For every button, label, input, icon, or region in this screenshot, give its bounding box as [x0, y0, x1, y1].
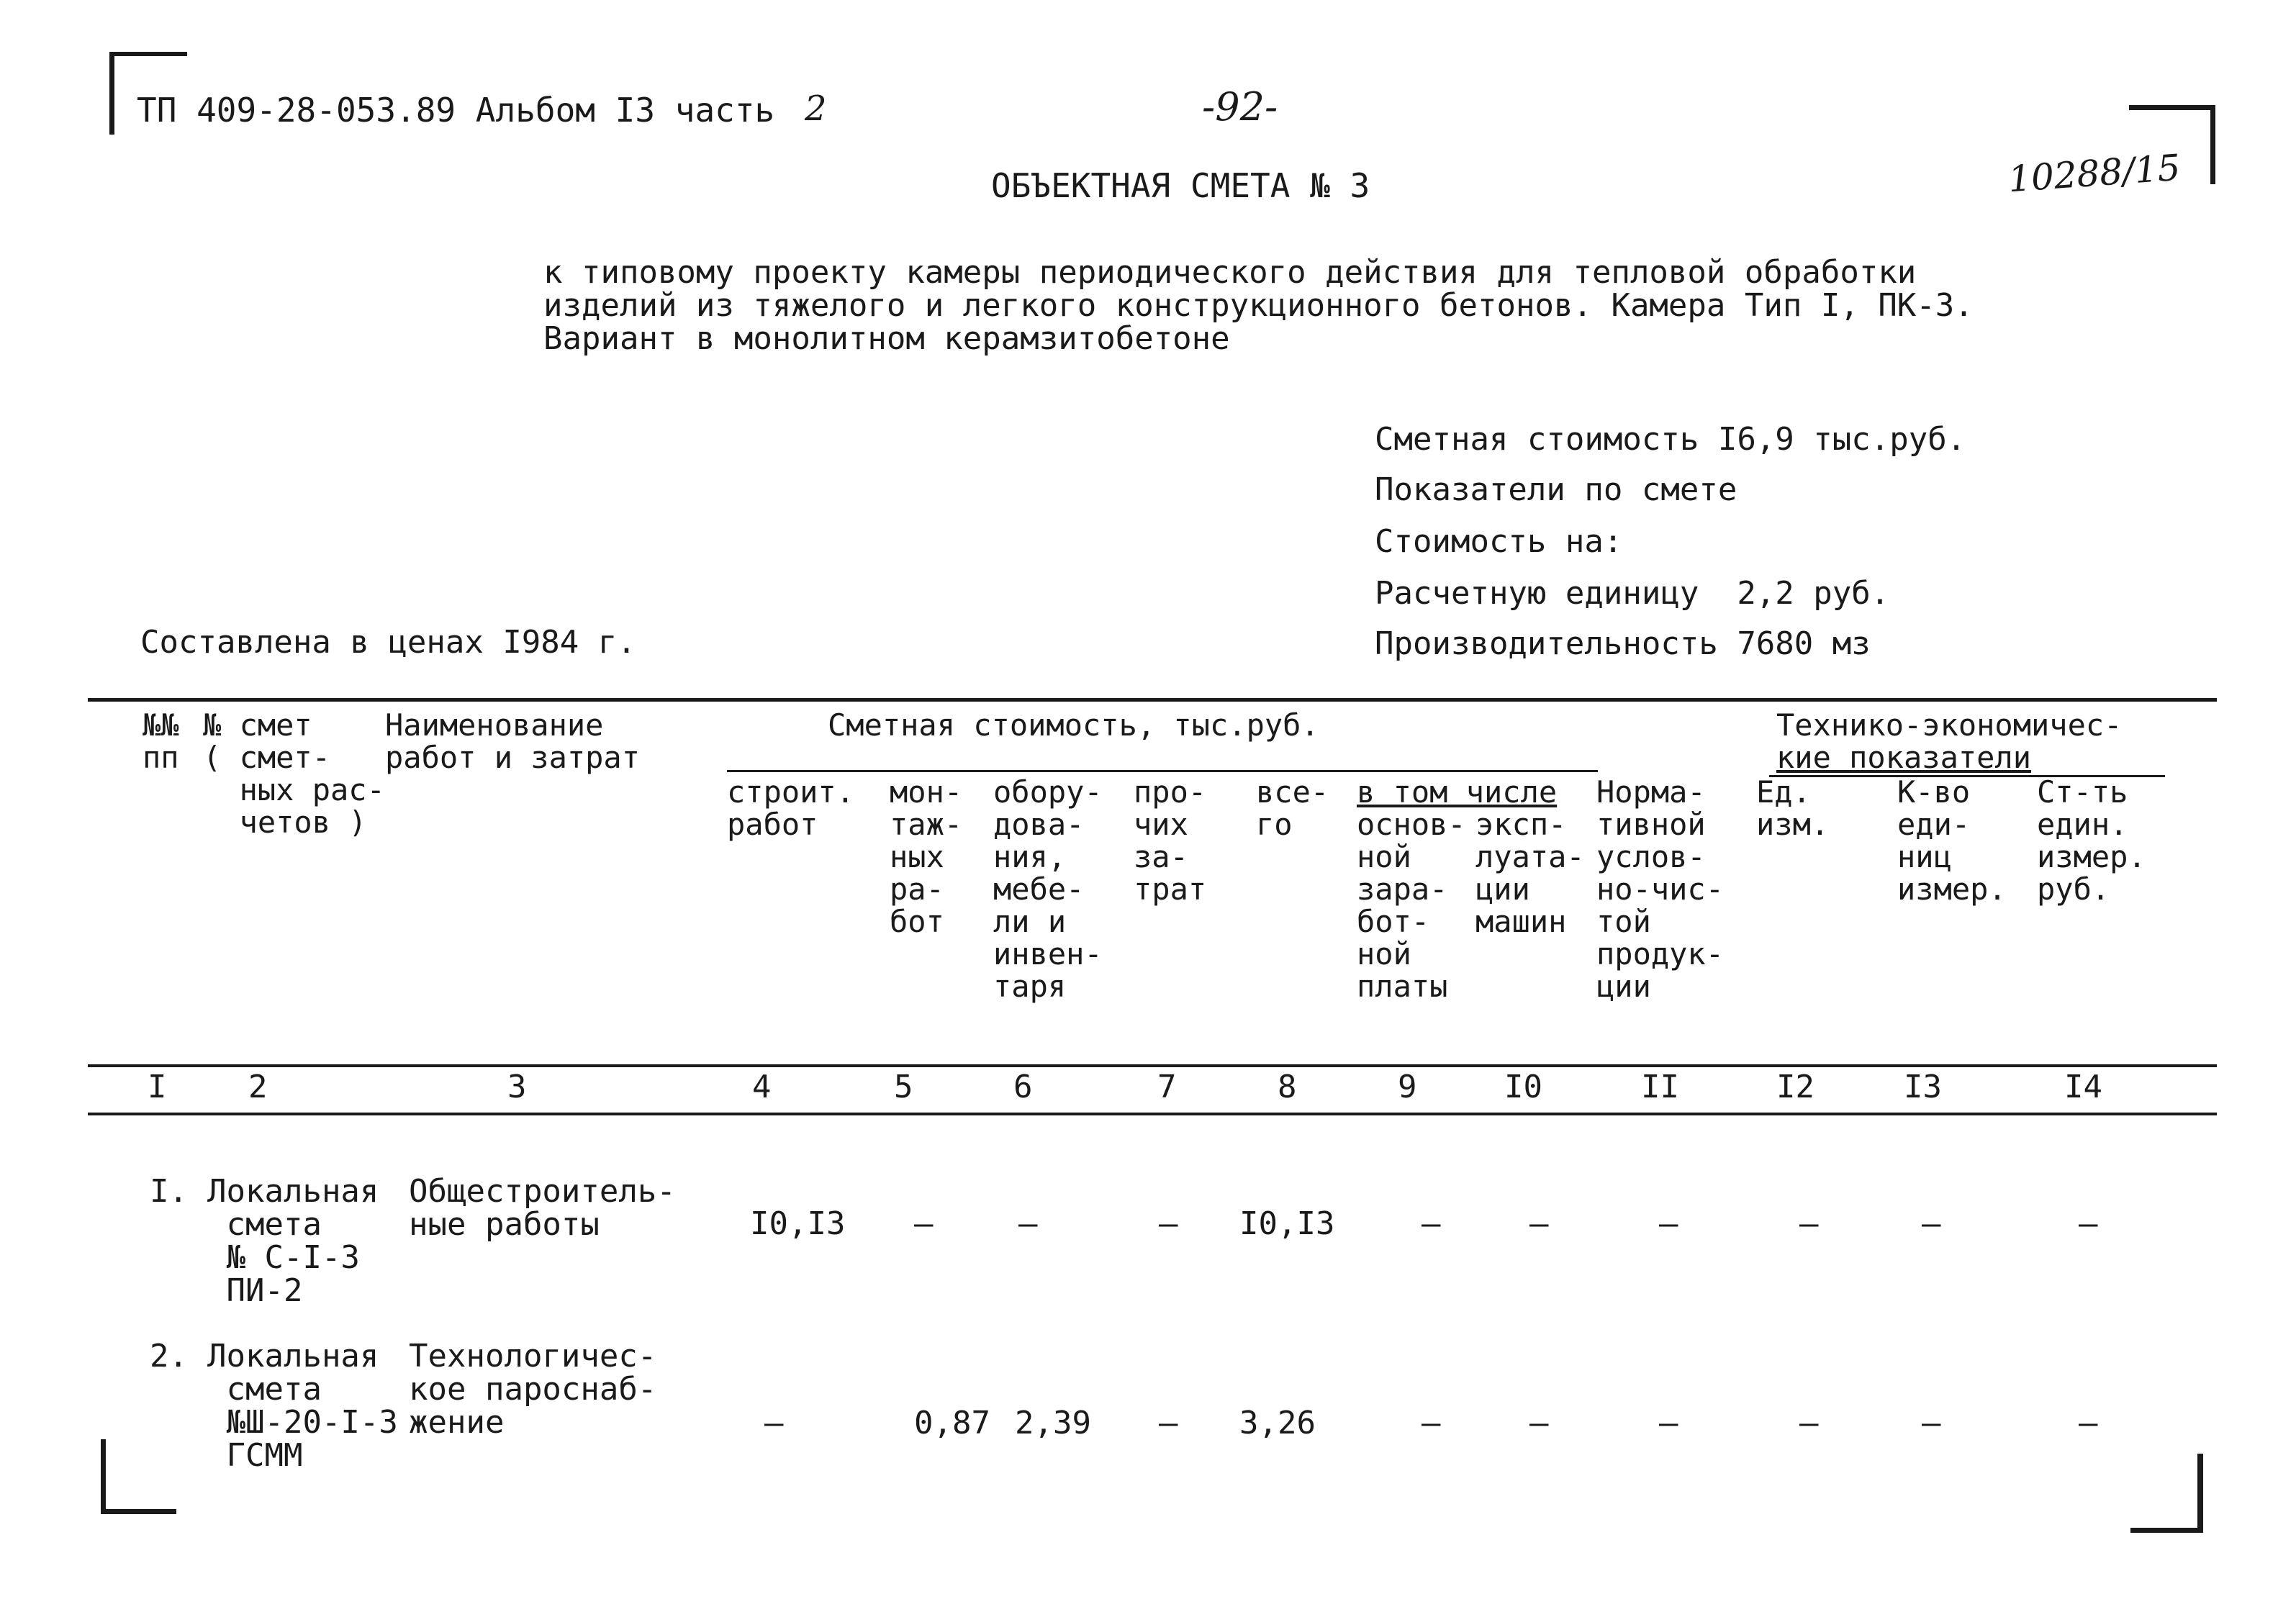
header-col-6: обору- дова- ния, мебе- ли и инвен- таря: [993, 774, 1103, 1004]
row-wages: –: [1422, 1205, 1441, 1242]
row-other-cost: –: [1159, 1205, 1178, 1242]
row-construction-cost: –: [764, 1405, 784, 1441]
corner-mark-top-left: [109, 52, 187, 56]
row-unit: –: [1799, 1205, 1819, 1242]
row-estimate: Локальная смета №Ш-20-I-3 ГСММ: [207, 1338, 398, 1474]
indicators-label: Показатели по смете: [1375, 471, 1737, 508]
header-cost-group: Сметная стоимость, тыс.руб.: [828, 707, 1319, 743]
row-number: 2.: [150, 1338, 188, 1374]
table-top-rule: [88, 698, 2217, 702]
row-unit: –: [1799, 1405, 1819, 1441]
handwritten-stamp-number: 10288/15: [2007, 146, 2182, 201]
row-unit-count: –: [1922, 1405, 1941, 1441]
col-number: II: [1641, 1069, 1679, 1105]
header-col-11: Норма- тивной услов- но-чис- той продук- ции: [1596, 774, 1725, 1004]
header-col-7: про- чих за- трат: [1134, 774, 1207, 907]
col-number: 5: [894, 1069, 913, 1105]
row-net-product: –: [1659, 1205, 1678, 1242]
prices-note: Составлена в ценах I984 г.: [140, 624, 636, 661]
row-total-cost: 3,26: [1239, 1405, 1316, 1441]
row-total-cost: I0,I3: [1239, 1205, 1335, 1242]
col-number: I: [148, 1069, 167, 1105]
document-subtitle: к типовому проекту камеры периодического действия для тепловой обработки изделий из тяжелого и легкого конструкционного бетонов. Камера Тип I, ПК-3. Вариант в монолитном керамзитобетоне: [543, 254, 1974, 357]
col-number: 3: [507, 1069, 527, 1105]
cost-group-rule: [727, 770, 1598, 772]
row-estimate: Локальная смета № С-I-3 ПИ-2: [207, 1173, 379, 1309]
col-number: 7: [1157, 1069, 1177, 1105]
corner-mark-top-right: [2129, 105, 2215, 110]
header-tech-group-2: кие показатели: [1776, 740, 2032, 775]
row-wages: –: [1422, 1405, 1441, 1441]
col-number: I2: [1776, 1069, 1814, 1105]
header-col-9: основ- ной зара- бот- ной платы: [1357, 807, 1466, 1004]
document-part-number: 2: [805, 89, 827, 129]
row-other-cost: –: [1159, 1405, 1178, 1441]
header-col-4: строит. работ: [727, 774, 855, 842]
row-net-product: –: [1659, 1405, 1678, 1441]
header-col-14: Ст-ть един. измер. руб.: [2037, 774, 2146, 907]
corner-mark-top-right: [2210, 105, 2215, 184]
row-installation-cost: –: [914, 1205, 934, 1242]
corner-mark-top-left: [109, 52, 114, 135]
page-number: -92-: [1202, 84, 1278, 130]
unit-cost: Расчетную единицу 2,2 руб.: [1375, 575, 1890, 612]
corner-mark-bottom-left: [101, 1439, 106, 1514]
row-work-name: Технологичес- кое пароснаб- жение: [409, 1338, 657, 1441]
row-construction-cost: I0,I3: [750, 1205, 846, 1242]
row-number: I.: [150, 1173, 188, 1210]
row-unit-price: –: [2079, 1405, 2098, 1441]
header-col-2: № смет ( смет- ных рас- четов ): [203, 707, 385, 840]
corner-mark-bottom-right: [2197, 1454, 2203, 1533]
col-number: I3: [1904, 1069, 1942, 1105]
document-reference: ТП 409-28-053.89 Альбом I3 часть: [137, 91, 775, 130]
row-unit-count: –: [1922, 1205, 1941, 1242]
row-equipment-cost: –: [1018, 1205, 1038, 1242]
col-number: 8: [1278, 1069, 1297, 1105]
row-unit-price: –: [2079, 1205, 2098, 1242]
header-tech-group: Технико-экономичес-: [1776, 707, 2123, 743]
document-title: ОБЪЕКТНАЯ СМЕТА № 3: [991, 166, 1370, 205]
header-col-8: все- го: [1256, 774, 1329, 842]
header-col-13: К-во еди- ниц измер.: [1897, 774, 2007, 907]
capacity: Производительность 7680 мз: [1375, 625, 1871, 662]
header-col-1: №№ пп: [143, 707, 179, 775]
col-number: 4: [752, 1069, 772, 1105]
cost-per-label: Стоимость на:: [1375, 523, 1623, 560]
estimated-cost: Сметная стоимость I6,9 тыс.руб.: [1375, 421, 1966, 458]
col-number: 9: [1398, 1069, 1417, 1105]
col-number: 6: [1013, 1069, 1033, 1105]
row-machines: –: [1529, 1205, 1549, 1242]
col-number: I0: [1504, 1069, 1542, 1105]
row-installation-cost: 0,87: [914, 1405, 990, 1441]
header-col-10: эксп- луата- ции машин: [1475, 807, 1585, 939]
col-number: I4: [2064, 1069, 2102, 1105]
header-bottom-rule: [88, 1064, 2217, 1067]
row-equipment-cost: 2,39: [1015, 1405, 1091, 1441]
header-col-12: Ед. изм.: [1756, 774, 1830, 842]
row-machines: –: [1529, 1405, 1549, 1441]
header-incl-group: в том числе: [1357, 774, 1558, 810]
corner-mark-bottom-left: [101, 1509, 176, 1514]
col-numbers-bottom-rule: [88, 1113, 2217, 1115]
header-col-5: мон- таж- ных ра- бот: [890, 774, 963, 939]
col-number: 2: [248, 1069, 268, 1105]
header-col-3: Наименование работ и затрат: [385, 707, 641, 775]
row-work-name: Общестроитель- ные работы: [409, 1173, 676, 1243]
corner-mark-bottom-right: [2130, 1528, 2203, 1533]
